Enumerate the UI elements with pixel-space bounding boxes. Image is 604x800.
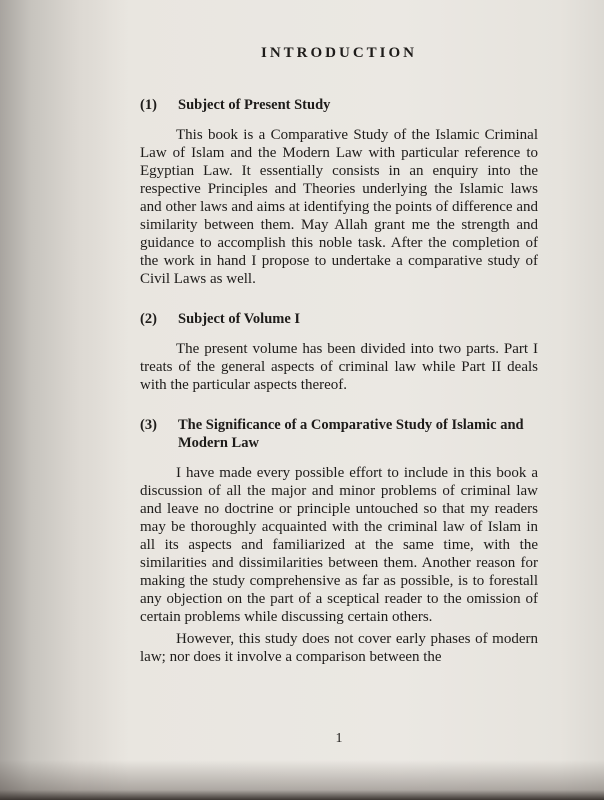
book-gutter-shadow bbox=[0, 0, 130, 800]
page-title: INTRODUCTION bbox=[260, 45, 417, 61]
paragraph: The present volume has been divided into two parts. Part I treats of the general aspects of criminal law while Part II deals with the particular aspects thereof. bbox=[140, 341, 538, 393]
section-subject-of-volume-one bbox=[140, 310, 538, 394]
section-heading bbox=[140, 416, 538, 452]
paragraph: I have made every possible effort to include in this book a discussion of all the major and minor problems of criminal law and leave no doctrine or principle untouched so that my readers may be thoroughly acquainted with the criminal law of Islam in all its aspects and familiarized at the same time, with the similarities and dissimilarities between them. Another reason for making the study comprehensive as far as possible, is to forestall any objection on the part of a sceptical reader to the omission of certain problems while discussing certain others. bbox=[140, 465, 538, 625]
section-title: Subject of Volume I bbox=[178, 311, 301, 327]
section-number: (3) bbox=[140, 417, 157, 433]
section-title: The Significance of a Comparative Study of Islamic and Modern Law bbox=[178, 417, 524, 451]
page-number: 1 bbox=[335, 731, 343, 746]
section-title: Subject of Present Study bbox=[178, 97, 331, 113]
book-page bbox=[140, 40, 538, 746]
book-bottom-edge-shadow bbox=[0, 760, 604, 800]
paragraph: However, this study does not cover early phases of modern law; nor does it involve a comparison between the bbox=[140, 631, 538, 665]
section-significance-of-comparative-study bbox=[140, 416, 538, 666]
paragraph: This book is a Comparative Study of the Islamic Criminal Law of Islam and the Modern Law with particular reference to Egyptian Law. It essentially consists in an enquiry into the respective Principles and Theories underlying the Islamic laws and other laws and aims at identifying the points of difference and similarity between them. May Allah grant me the strength and guidance to accomplish this noble task. After the completion of the work in hand I propose to undertake a comparative study of Civil Laws as well. bbox=[140, 127, 538, 287]
section-number: (2) bbox=[140, 311, 157, 327]
section-subject-of-present-study bbox=[140, 96, 538, 288]
section-number: (1) bbox=[140, 97, 157, 113]
section-heading bbox=[140, 310, 538, 328]
section-heading bbox=[140, 96, 538, 114]
